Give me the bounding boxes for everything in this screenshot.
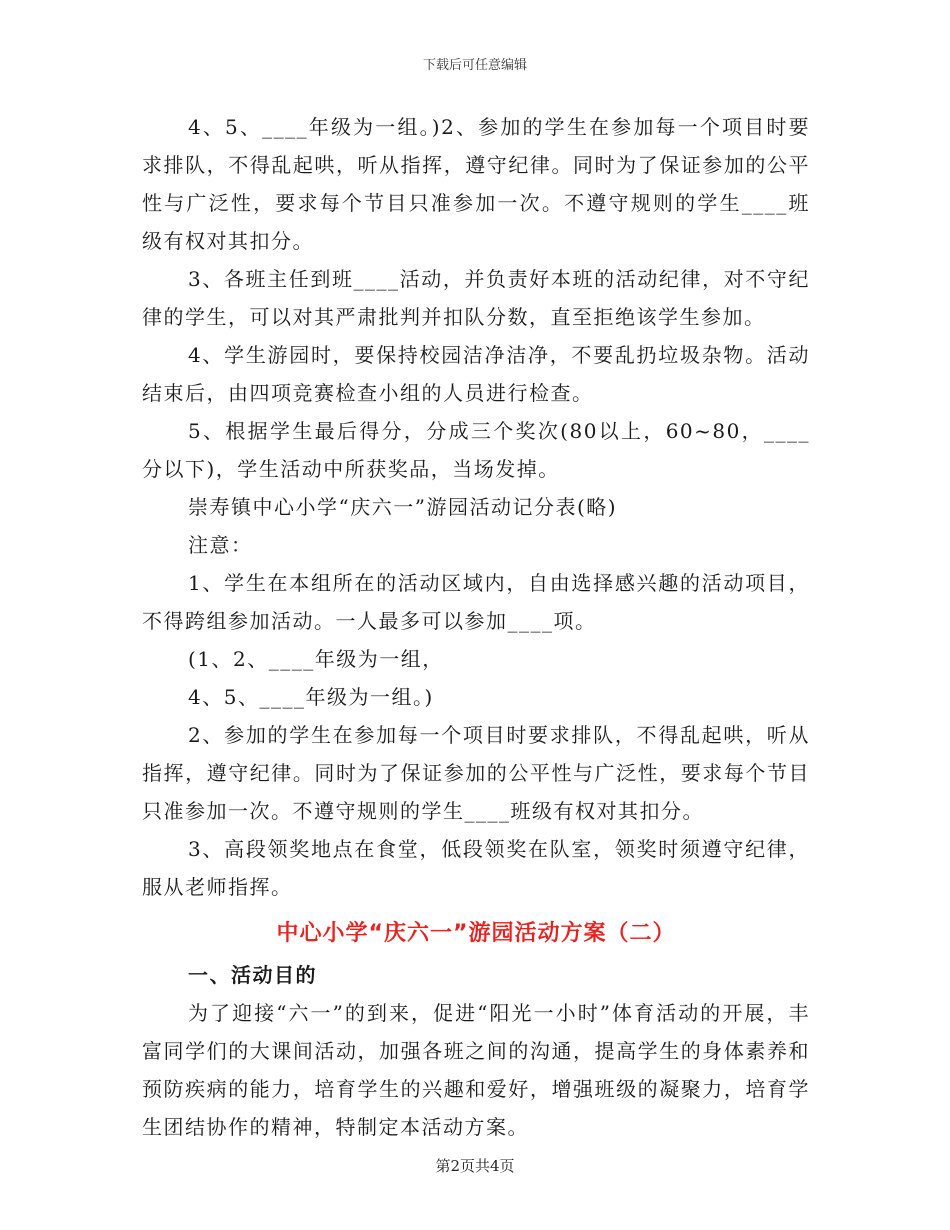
paragraph-awards: 5、根据学生最后得分，分成三个奖次(80以上，60~80，____分以下)，学生活动中所获奖品，当场发掉。 bbox=[142, 419, 810, 481]
section-paragraph: 为了迎接“六一”的到来，促进“阳光一小时”体育活动的开展，丰富同学们的大课间活动，加强各班之间的沟通，提高学生的身体素养和预防疾病的能力，培育学生的兴趣和爱好，增强班级的凝聚力，培育学生团结协作的精神，特制定本活动方案。 bbox=[142, 1001, 810, 1139]
section-title: 中心小学“庆六一”游园活动方案（二） bbox=[276, 921, 676, 946]
document-body bbox=[142, 108, 810, 1146]
page-header: 下载后可任意编辑 bbox=[422, 58, 527, 73]
paragraph-grade-group-1: (1、2、____年级为一组， bbox=[188, 647, 444, 671]
paragraph-notice-1: 1、学生在本组所在的活动区域内，自由选择感兴趣的活动项目，不得跨组参加活动。一人最多可以参加____项。 bbox=[142, 571, 810, 633]
paragraph-teacher-duty: 3、各班主任到班____活动，并负责好本班的活动纪律，对不守纪律的学生，可以对其严肃批判并扣队分数，直至拒绝该学生参加。 bbox=[142, 267, 810, 329]
paragraph-grade-group-rules: 4、5、____年级为一组。)2、参加的学生在参加每一个项目时要求排队，不得乱起哄，听从指挥，遵守纪律。同时为了保证参加的公平性与广泛性，要求每个节目只准参加一次。不遵守规则的学生____班级有权对其扣分。 bbox=[142, 115, 810, 253]
section-heading: 一、活动目的 bbox=[188, 963, 317, 987]
paragraph-notice-2: 2、参加的学生在参加每一个项目时要求排队，不得乱起哄，听从指挥，遵守纪律。同时为了保证参加的公平性与广泛性，要求每个节目只准参加一次。不遵守规则的学生____班级有权对其扣分。 bbox=[142, 723, 810, 823]
page-footer: 第2页共4页 bbox=[435, 1157, 515, 1175]
paragraph-grade-group-2: 4、5、____年级为一组。) bbox=[188, 685, 434, 709]
paragraph-notice-label: 注意： bbox=[188, 533, 253, 557]
paragraph-score-table: 崇寿镇中心小学“庆六一”游园活动记分表(略) bbox=[188, 495, 618, 519]
paragraph-notice-3: 3、高段领奖地点在食堂，低段领奖在队室，领奖时须遵守纪律，服从老师指挥。 bbox=[142, 837, 810, 899]
paragraph-cleanliness: 4、学生游园时，要保持校园洁净洁净，不要乱扔垃圾杂物。活动结束后，由四项竞赛检查小组的人员进行检查。 bbox=[142, 343, 810, 405]
